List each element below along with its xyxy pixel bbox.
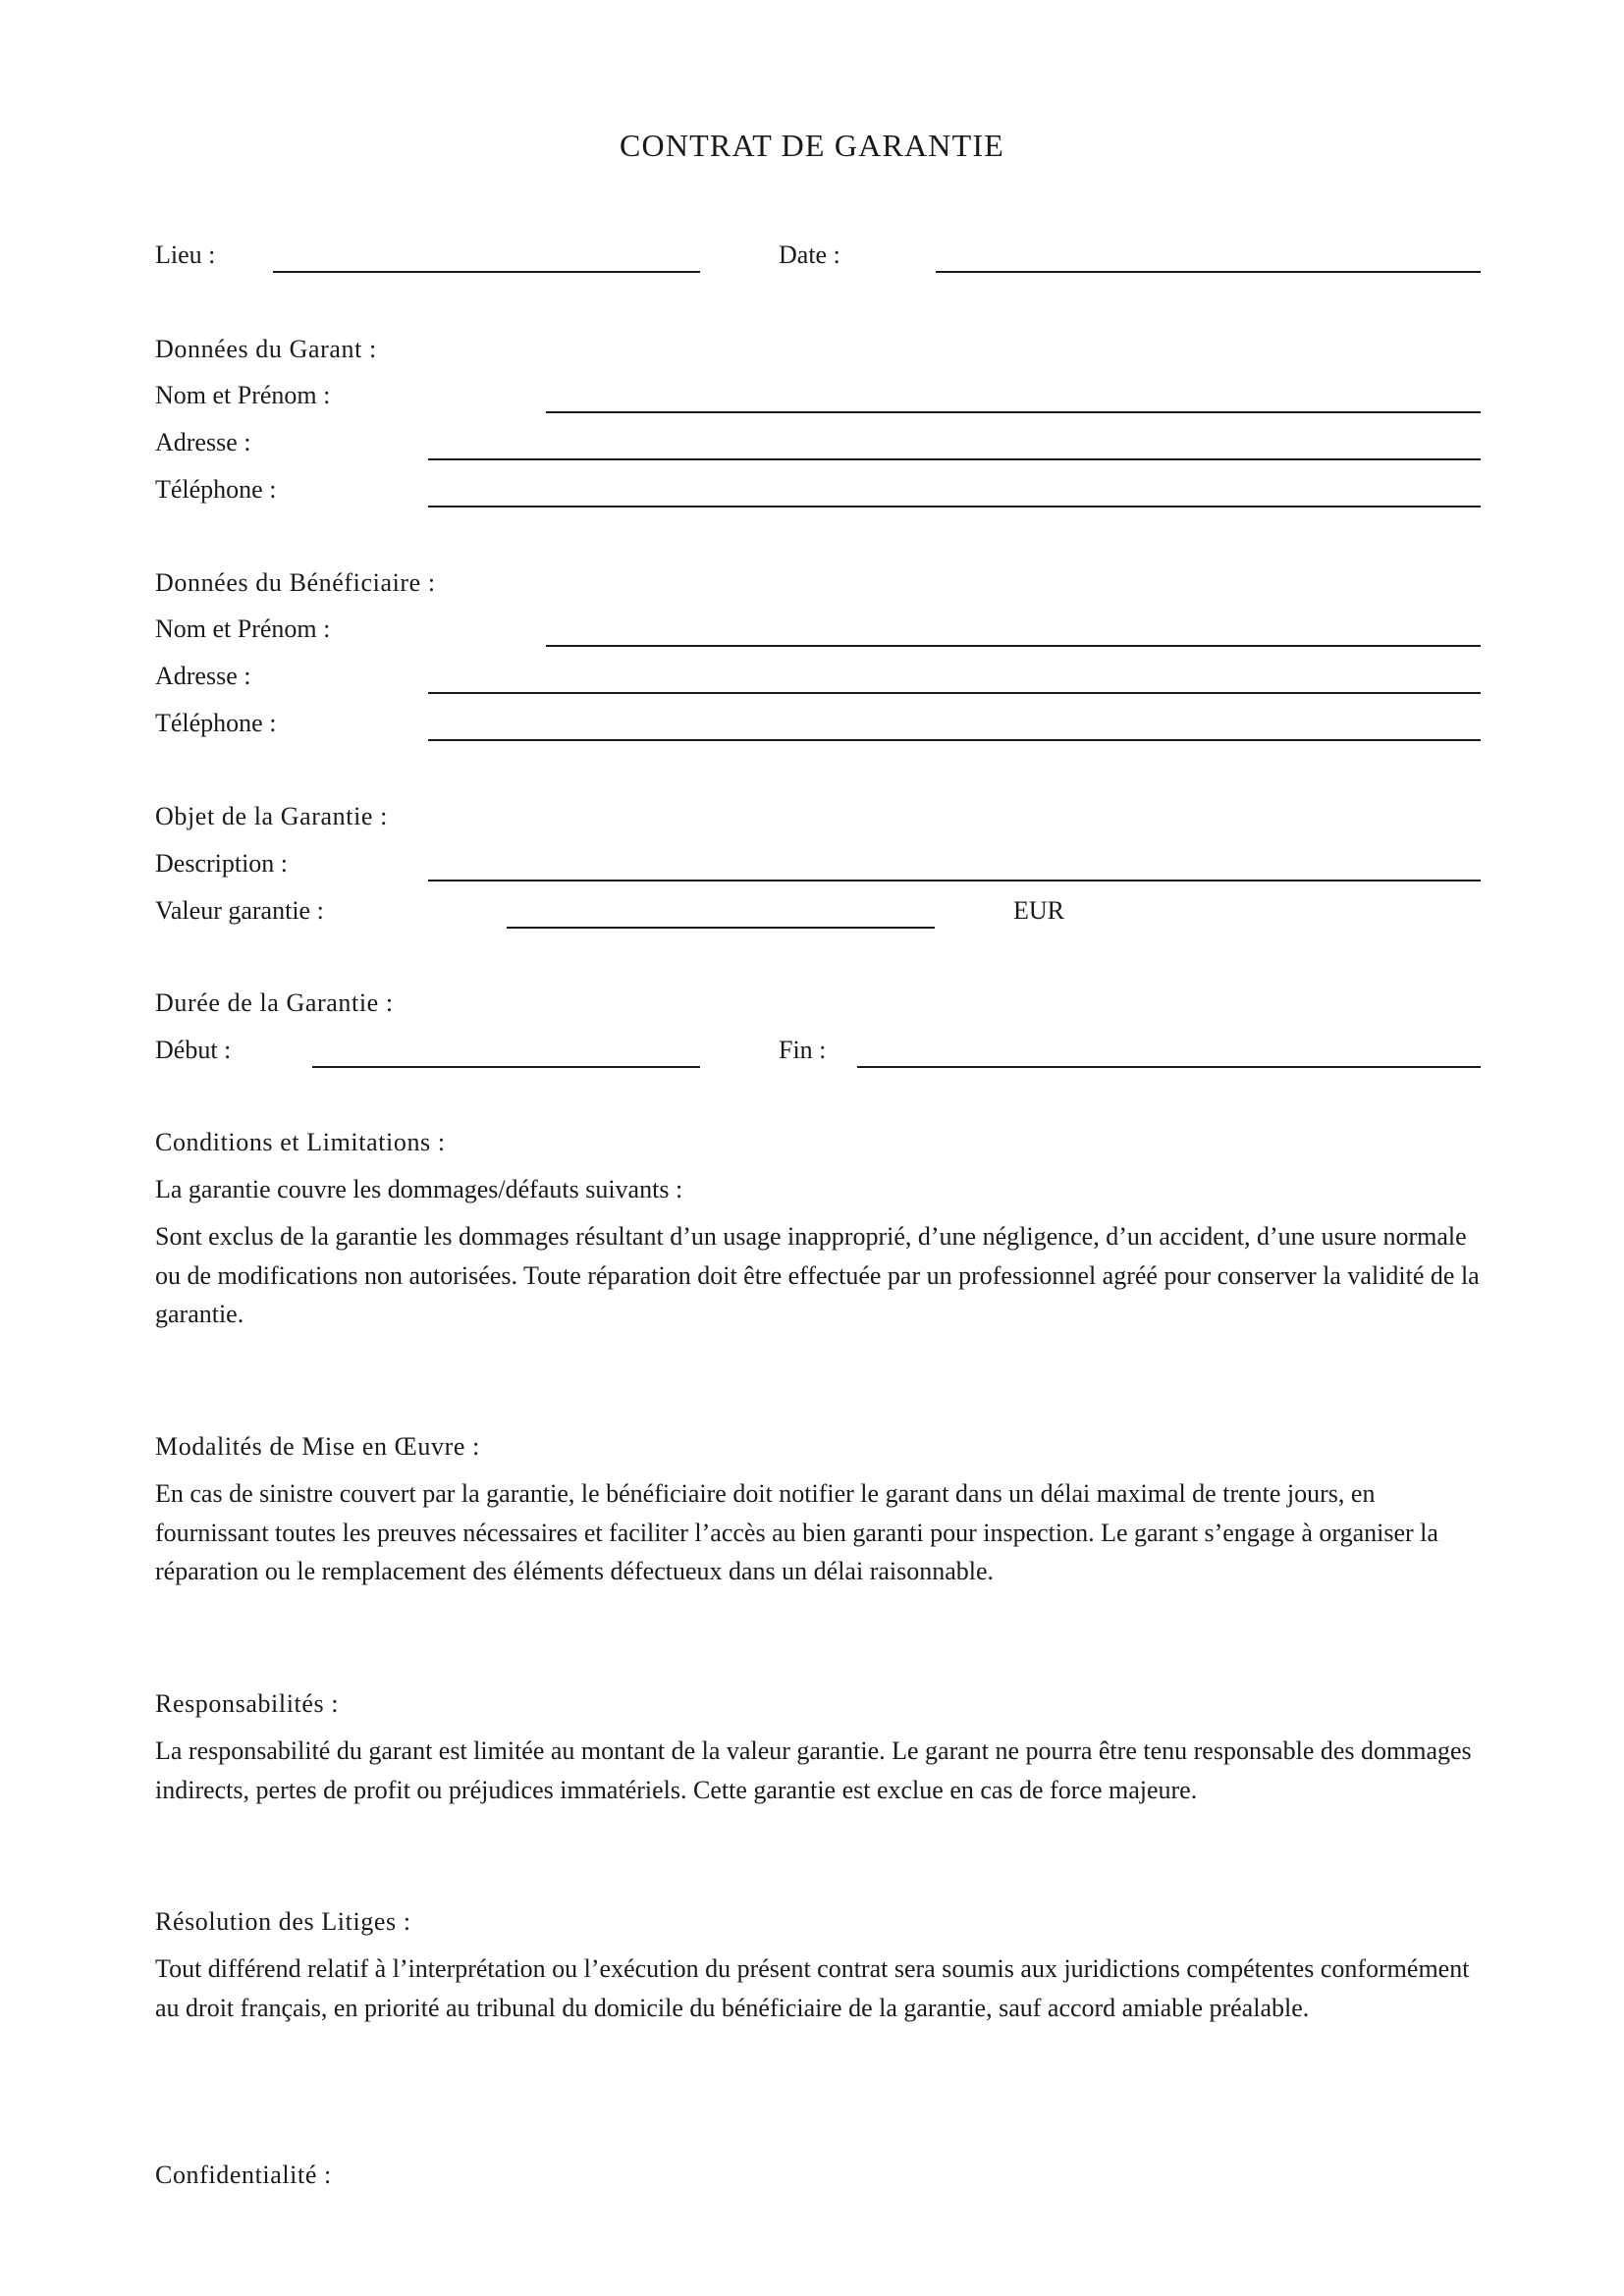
- conditions-heading: Conditions et Limitations :: [155, 1128, 446, 1156]
- beneficiary-phone-field[interactable]: [428, 739, 1481, 741]
- beneficiary-heading: Données du Bénéficiaire :: [155, 568, 436, 597]
- guarantor-address-label: Adresse :: [155, 428, 251, 456]
- beneficiary-name-field[interactable]: [546, 645, 1481, 647]
- guaranteed-value-field[interactable]: [507, 927, 935, 929]
- covered-defects-label: La garantie couvre les dommages/défauts suivants :: [155, 1175, 683, 1203]
- beneficiary-address-label: Adresse :: [155, 662, 251, 690]
- guarantor-phone-field[interactable]: [428, 506, 1481, 507]
- guarantor-phone-label: Téléphone :: [155, 475, 277, 504]
- document-title: CONTRAT DE GARANTIE: [620, 128, 1004, 163]
- object-heading: Objet de la Garantie :: [155, 802, 388, 830]
- guaranteed-value-label: Valeur garantie :: [155, 896, 324, 925]
- beneficiary-phone-label: Téléphone :: [155, 709, 277, 737]
- description-field[interactable]: [428, 880, 1481, 881]
- place-label: Lieu :: [155, 240, 216, 269]
- implementation-heading: Modalités de Mise en Œuvre :: [155, 1432, 480, 1461]
- end-date-field[interactable]: [857, 1066, 1481, 1068]
- date-label: Date :: [779, 240, 840, 269]
- beneficiary-name-label: Nom et Prénom :: [155, 614, 331, 643]
- guarantor-heading: Données du Garant :: [155, 335, 377, 363]
- liability-paragraph: La responsabilité du garant est limitée au montant de la valeur garantie. Le garant ne pourra être tenu responsable des dommages indirects, pertes de profit ou préjudices immatériels. Cette garantie est exclue en cas de force majeure.: [155, 1736, 1472, 1804]
- guarantor-address-field[interactable]: [428, 458, 1481, 460]
- place-field[interactable]: [273, 271, 700, 273]
- exclusions-paragraph: Sont exclus de la garantie les dommages résultant d’un usage inapproprié, d’une négligence, d’un accident, d’une usure normale ou de modifications non autorisées. Toute réparation doit être effectuée par un professionnel agréé pour conserver la validité de la garantie.: [155, 1222, 1480, 1328]
- disputes-heading: Résolution des Litiges :: [155, 1907, 411, 1936]
- guarantor-name-label: Nom et Prénom :: [155, 381, 331, 409]
- start-label: Début :: [155, 1036, 232, 1064]
- implementation-paragraph: En cas de sinistre couvert par la garantie, le bénéficiaire doit notifier le garant dans un délai maximal de trente jours, en fournissant toutes les preuves nécessaires et faciliter l’accès au bien garanti pour inspection. Le garant s’engage à organiser la réparation ou le remplacement des éléments défectueux dans un délai raisonnable.: [155, 1479, 1438, 1585]
- beneficiary-address-field[interactable]: [428, 692, 1481, 694]
- confidentiality-heading: Confidentialité :: [155, 2161, 332, 2189]
- start-date-field[interactable]: [312, 1066, 700, 1068]
- disputes-paragraph: Tout différend relatif à l’interprétation ou l’exécution du présent contrat sera soumis aux juridictions compétentes conformément au droit français, en priorité au tribunal du domicile du bénéficiaire de la garantie, sauf accord amiable préalable.: [155, 1954, 1470, 2022]
- date-field[interactable]: [936, 271, 1481, 273]
- duration-heading: Durée de la Garantie :: [155, 988, 394, 1017]
- currency-label: EUR: [1013, 896, 1064, 925]
- description-label: Description :: [155, 849, 289, 878]
- guarantor-name-field[interactable]: [546, 411, 1481, 413]
- liability-heading: Responsabilités :: [155, 1689, 340, 1718]
- end-label: Fin :: [779, 1036, 827, 1064]
